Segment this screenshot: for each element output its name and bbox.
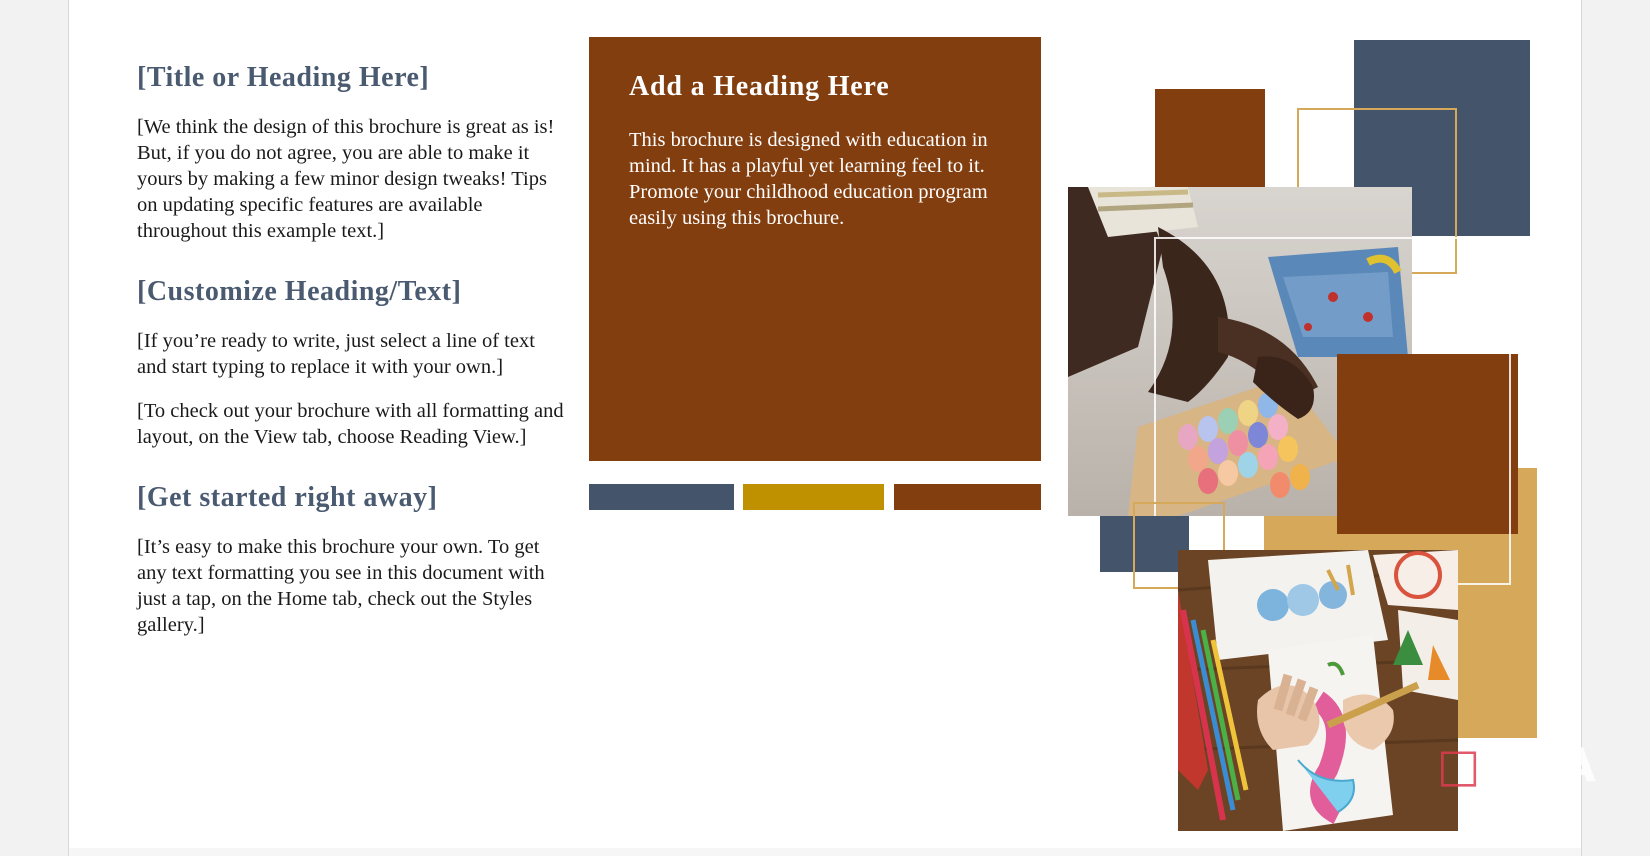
feature-paragraph[interactable]: This brochure is designed with education in mind. It has a playful yet learning feel to it. Promote your childhood education program easily using this brochure. [629,129,988,229]
intro-paragraph[interactable]: [We think the design of this brochure is great as is! But, if you do not agree, you are able to make it yours by making a few minor design tweaks! Tips on updating specific features are available throughout this example text.] [137,116,555,242]
title-heading[interactable]: [Title or Heading Here] [137,62,430,93]
customize-paragraph-1[interactable]: [If you’re ready to write, just select a line of text and start typing to replace it with your own.] [137,330,535,378]
customize-heading[interactable]: [Customize Heading/Text] [137,276,462,307]
get-started-paragraph[interactable]: [It’s easy to make this brochure your own. To get any text formatting you see in this document with just a tap, on the Home tab, check out the Styles gallery.] [137,536,545,636]
document-page [68,0,1598,856]
get-started-heading[interactable]: [Get started right away] [137,482,438,513]
feature-heading[interactable]: Add a Heading Here [629,71,890,102]
xda-logo-mark-icon: □ [1437,738,1483,792]
image-collage [69,0,1581,856]
xda-watermark [1437,738,1598,792]
drawing-photo-image [1178,550,1458,831]
brown-square-top [1155,89,1265,199]
customize-paragraph-2[interactable]: [To check out your brochure with all formatting and layout, on the View tab, choose Reading View.] [137,400,564,448]
drawing-photo [1178,550,1458,831]
xda-logo-text: XDA [1482,738,1598,792]
page-bottom-edge [69,848,1581,856]
